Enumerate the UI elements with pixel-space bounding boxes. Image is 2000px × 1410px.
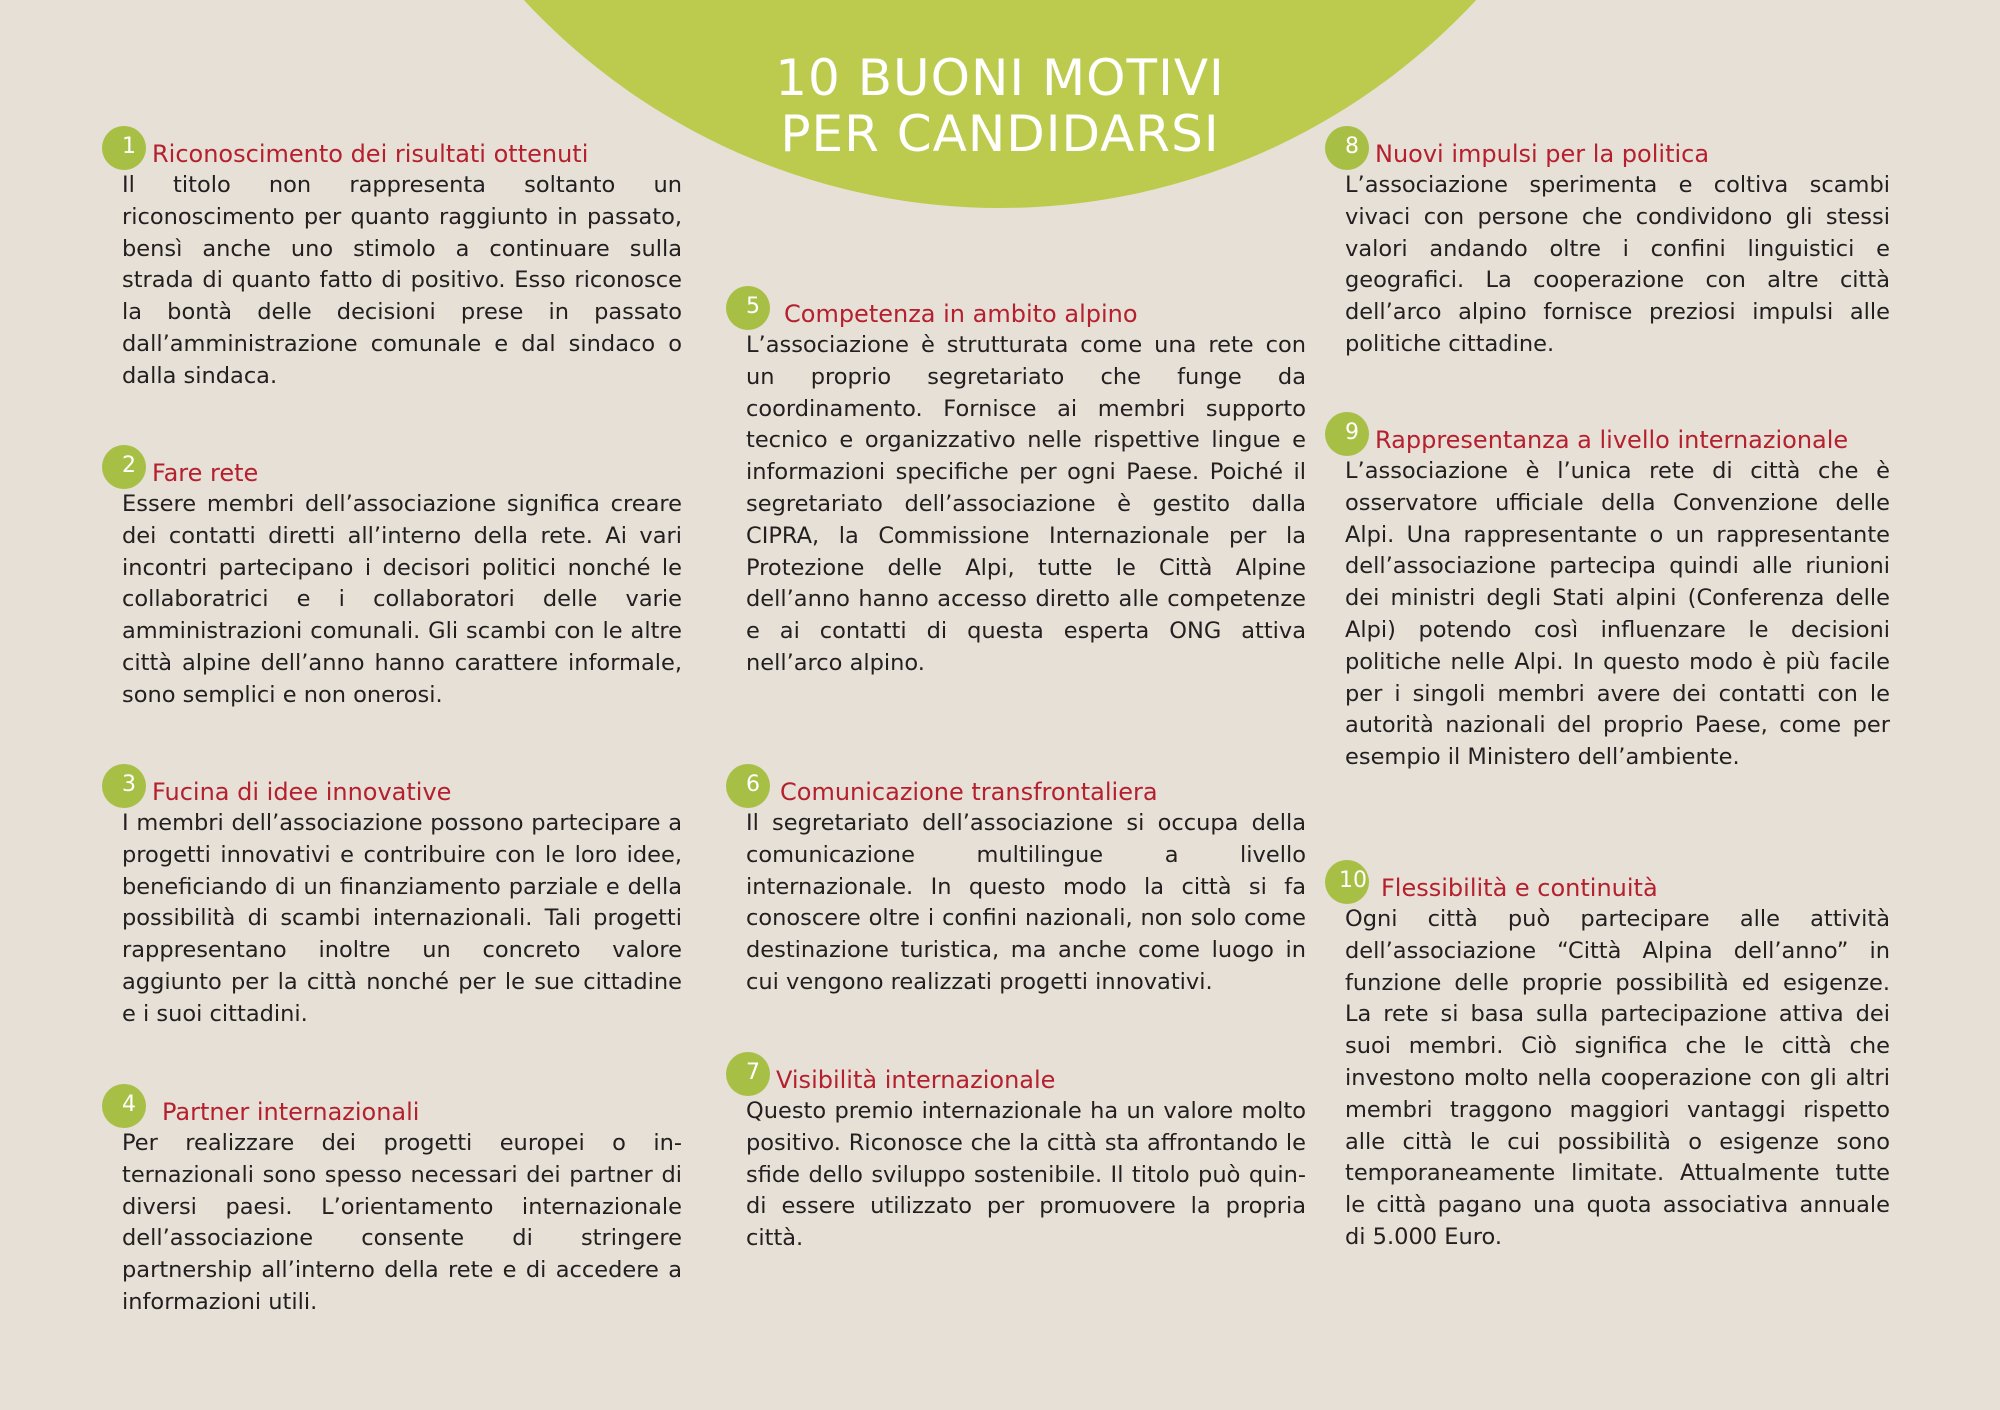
reason-body: Il titolo non rappresenta soltanto un riconoscimento per quanto raggiunto in passato, bensì anche uno stimolo a continuare sulla strada di quanto fatto di positivo. Esso riconosce la bontà delle decisioni prese in passato dall’amministrazione comunale e dal sindaco o dalla sindaca. xyxy=(122,172,682,389)
reason-item-4 xyxy=(122,1092,682,1319)
reason-body: Ogni città può partecipare alle attività dell’associazione “Città Alpina dell’anno” in funzione delle proprie possibilità ed esigenze. La rete si basa sulla partecipazione attiva dei suoi membri. Ciò significa che le città che investono molto nella cooperazione con gli altri membri traggono maggiori vantaggi rispetto alle città le cui possibilità o esigenze sono temporaneamente limitate. Attualmente tutte le città pagano una quota associativa annuale di 5.000 Euro. xyxy=(1345,906,1890,1250)
reason-heading: Comunicazione transfrontaliera xyxy=(780,778,1158,806)
number-badge xyxy=(1325,126,1369,170)
reason-item-9 xyxy=(1345,420,1890,774)
badge-number: 4 xyxy=(122,1092,136,1117)
badge-number: 2 xyxy=(122,453,136,478)
badge-number: 6 xyxy=(746,772,760,797)
reason-body: Per realizzare dei progetti europei o internazionali sono spesso necessari dei partner di diversi paesi. L’orientamento internazionale dell’associazione consente di stringere partnership all’interno della rete e di accedere a informazioni utili. xyxy=(122,1130,682,1315)
badge-number: 1 xyxy=(122,134,136,159)
reason-body: L’associazione è l’unica rete di città che è osservatore ufficiale della Convenzione delle Alpi. Una rappresentante o un rappresentante dell’associazione partecipa quindi alle riunioni dei ministri degli Stati alpini (Conferenza delle Alpi) potendo così influenzare le decisioni politiche nelle Alpi. In questo modo è più facile per i singoli membri avere dei contatti con le autorità nazionali del proprio Paese, come per esempio il Ministero dell’ambiente. xyxy=(1345,458,1890,771)
reason-body: Essere membri dell’associazione significa creare dei contatti diretti all’interno della rete. Ai vari incontri partecipano i decisori politici nonché le collaboratrici e i collaboratori delle varie amministrazioni comunali. Gli scambi con le altre città alpine dell’anno hanno carattere informale, sono semplici e non onerosi. xyxy=(122,491,682,708)
reason-body: L’associazione è strutturata come una rete con un proprio segretariato che funge da coordinamento. Fornisce ai membri supporto tecnico e organizzativo nelle rispettive lingue e informazioni specifiche per ogni Paese. Poiché il segretariato dell’associazione è gestito dalla CIPRA, la Commissione Internazionale per la Protezione delle Alpi, tutte le Città Alpine dell’anno hanno accesso diretto alle competenze e ai contatti di questa esperta ONG attiva nell’arco alpino. xyxy=(746,332,1306,676)
reason-heading: Visibilità internazionale xyxy=(776,1066,1056,1094)
badge-number: 10 xyxy=(1339,868,1367,893)
reason-item-8 xyxy=(1345,134,1890,361)
reason-item-10 xyxy=(1339,868,1890,1254)
reason-heading: Rappresentanza a livello internazionale xyxy=(1375,426,1849,454)
reason-item-5 xyxy=(746,294,1306,680)
number-badge xyxy=(726,286,770,330)
title-line-2: PER CANDIDARSI xyxy=(780,105,1220,163)
badge-number: 7 xyxy=(746,1060,760,1085)
reason-heading: Partner internazionali xyxy=(162,1098,420,1126)
reason-heading: Riconoscimento dei risultati ottenuti xyxy=(152,140,589,168)
number-badge xyxy=(102,764,146,808)
badge-number: 3 xyxy=(122,772,136,797)
reason-heading: Competenza in ambito alpino xyxy=(784,300,1138,328)
number-badge xyxy=(1325,860,1369,904)
number-badge xyxy=(1325,412,1369,456)
badge-number: 9 xyxy=(1345,420,1359,445)
reason-body: Il segretariato dell’associazione si occupa della comunicazione multilingue a livello internazionale. In questo modo la città si fa conoscere oltre i confini nazionali, non solo come destinazione turistica, ma anche come luogo in cui vengono realizzati progetti innovativi. xyxy=(746,810,1306,995)
reason-heading: Flessibilità e continuità xyxy=(1381,874,1658,902)
reason-item-1 xyxy=(122,134,682,393)
reason-body: I membri dell’associazione possono partecipare a progetti innovativi e contribuire con le loro idee, beneficiando di un finanziamento parziale e della possibilità di scambi internazionali. Tali progetti rappresentano inoltre un concreto valore aggiunto per la città nonché per le sue cittadine e i suoi cittadini. xyxy=(122,810,682,1027)
number-badge xyxy=(102,126,146,170)
number-badge xyxy=(102,445,146,489)
reason-item-3 xyxy=(122,772,682,1031)
reason-heading: Fare rete xyxy=(152,459,259,487)
reason-body: L’associazione sperimenta e coltiva scambi vivaci con persone che condividono gli stessi valori andando oltre i confini linguistici e geografici. La cooperazione con altre città dell’arco alpino fornisce preziosi impulsi alle politiche cittadine. xyxy=(1345,172,1890,357)
reason-item-6 xyxy=(746,772,1306,999)
badge-number: 8 xyxy=(1345,134,1359,159)
title-line-1: 10 BUONI MOTIVI xyxy=(775,49,1225,107)
number-badge xyxy=(726,1052,770,1096)
page-title xyxy=(600,50,1400,162)
reason-body: Questo premio internazionale ha un valore molto positivo. Riconosce che la città sta affrontando le sfide dello sviluppo sostenibile. Il titolo può quindi essere utilizzato per promuovere la propria città. xyxy=(746,1098,1306,1252)
number-badge xyxy=(726,764,770,808)
number-badge xyxy=(102,1084,146,1128)
reason-heading: Nuovi impulsi per la politica xyxy=(1375,140,1710,168)
reason-item-2 xyxy=(122,453,682,712)
badge-number: 5 xyxy=(746,294,760,319)
reason-heading: Fucina di idee innovative xyxy=(152,778,452,806)
reason-item-7 xyxy=(746,1060,1306,1255)
